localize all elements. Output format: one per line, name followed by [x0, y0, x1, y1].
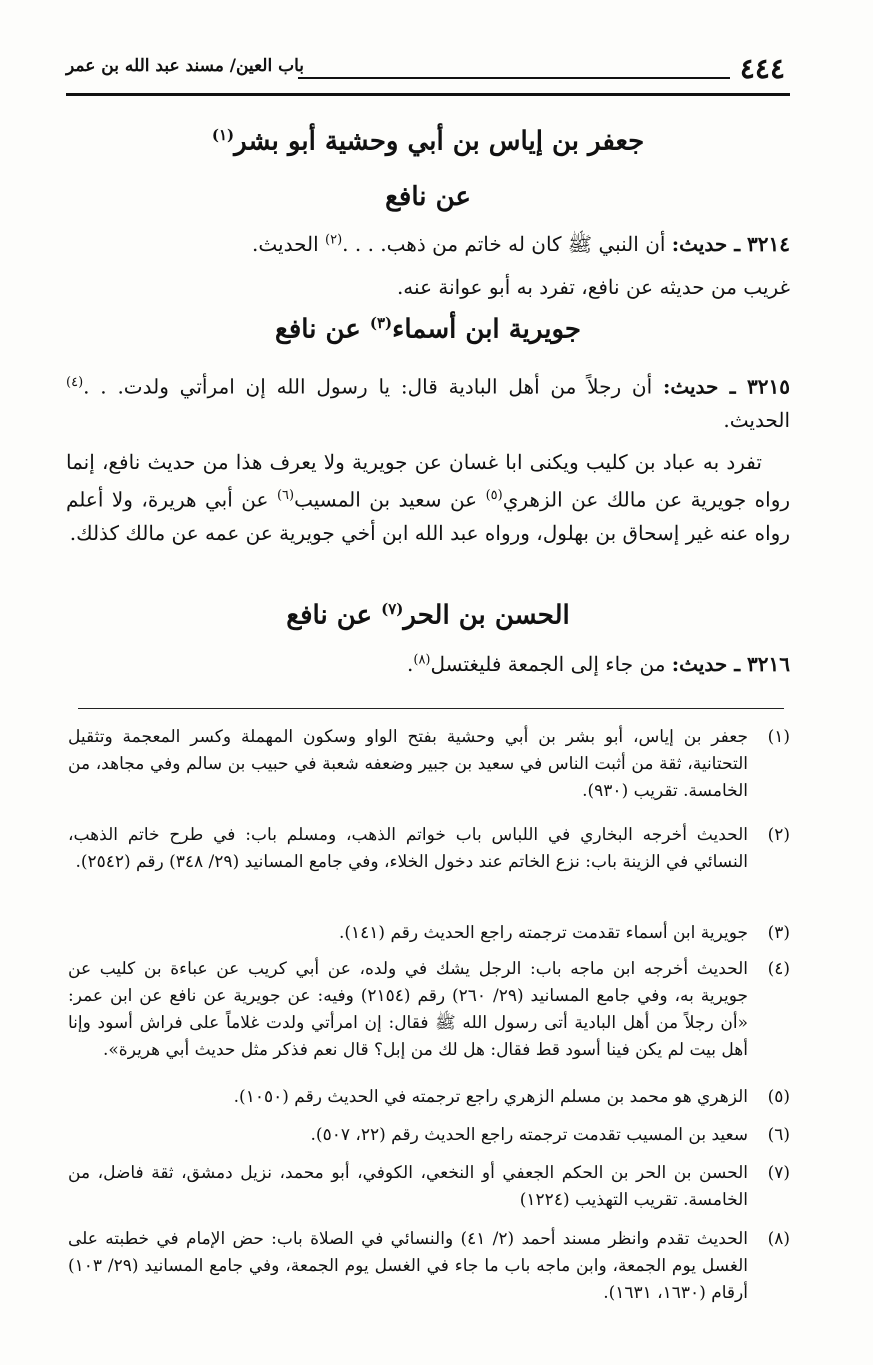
page-number: ٤٤٤ [739, 52, 785, 85]
footnote-number: (١) [767, 727, 790, 747]
comment-text: تفرد به عباد بن كليب ويكنى ابا غسان عن جويرية ولا يعرف هذا من حديث نافع، إنما رواه جويرية عن مالك عن الزهري [66, 450, 791, 512]
footnote-ref: (٥) [485, 488, 503, 503]
footnote-8 [68, 1226, 790, 1307]
footnote-text: جعفر بن إياس، أبو بشر بن أبي وحشية بفتح الواو وسكون المهملة وكسر المعجمة وتثقيل التحتانية، ثقة من أثبت الناس في سعيد بن جبير وضعفه شعبة في حبيب بن سالم وفي مجاهد، من الخامسة. تقريب (٩٣٠). [68, 727, 748, 801]
header-rule [66, 93, 790, 96]
running-title: باب العين/ مسند عبد الله بن عمر [66, 56, 304, 76]
footnote-7 [68, 1160, 790, 1214]
footnote-ref: (١) [211, 126, 235, 144]
footnote-4 [68, 956, 790, 1064]
heading-text: الحسن بن الحر [403, 600, 570, 631]
hadith-end: . [407, 652, 414, 676]
footnote-text: الحسن بن الحر بن الحكم الجعفي أو النخعي، الكوفي، أبو محمد، نزيل دمشق، ثقة فاضل، من الخامسة. تقريب التهذيب (١٢٢٤) [68, 1163, 748, 1210]
section-heading-juwayriya [66, 314, 790, 345]
footnote-number: (٤) [767, 959, 790, 979]
heading-text: جعفر بن إياس بن أبي وحشية أبو بشر [234, 126, 645, 157]
footnote-number: (٨) [767, 1229, 790, 1249]
hadith-number: ٣٢١٤ ـ حديث: [671, 232, 790, 256]
hadith-end: الحديث. [723, 407, 790, 432]
footnote-number: (٢) [767, 825, 790, 845]
section-heading-hasan [66, 600, 790, 631]
footnote-1 [68, 724, 790, 805]
heading-text: جويرية ابن أسماء [392, 314, 581, 345]
footnote-text: الحديث أخرجه البخاري في اللباس باب خواتم الذهب، ومسلم باب: في طرح خاتم الذهب، النسائي في الزينة باب: نزع الخاتم عند دخول الخلاء، وفي جامع المسانيد (٢٩/ ٣٤٨) رقم (٢٥٤٢). [68, 825, 748, 872]
hadith-3214 [66, 232, 790, 261]
footnote-5 [68, 1084, 790, 1111]
footnote-6 [68, 1122, 790, 1149]
hadith-comment-paragraph [66, 446, 790, 550]
heading-tail: عن نافع [286, 600, 373, 631]
footnote-3 [68, 920, 790, 947]
hadith-3216 [66, 652, 790, 676]
footnote-ref: (٦) [276, 488, 295, 503]
section-subheading: عن نافع [385, 182, 471, 212]
header-dash-line [298, 77, 730, 79]
hadith-end: الحديث. [252, 232, 319, 256]
footnote-ref: (٣) [369, 314, 393, 332]
footnote-text: جويرية ابن أسماء تقدمت ترجمته راجع الحديث رقم (١٤١). [338, 923, 748, 943]
hadith-text: من جاء إلى الجمعة فليغتسل [430, 652, 666, 676]
footnote-ref: (٧) [381, 600, 404, 618]
footnote-number: (٧) [767, 1163, 790, 1183]
section-heading-jafar [66, 126, 790, 157]
footnote-2 [68, 822, 790, 876]
footnote-text: الزهري هو محمد بن مسلم الزهري راجع ترجمته في الحديث رقم (١٠٥٠). [233, 1087, 748, 1107]
comment-text: عن سعيد بن المسيب [294, 487, 478, 512]
comment-text: عن أبي هريرة، ولا أعلم رواه عنه غير إسحاق بن بهلول، ورواه عبد الله ابن أخي جويرية عن عمه عن مالك كذلك. [66, 487, 790, 545]
footnote-text: الحديث أخرجه ابن ماجه باب: الرجل يشك في ولده، عن أبي كريب عن عباءة بن كليب عن جويرية به، وفي جامع المسانيد (٢٩/ ٢٦٠) رقم (٢١٥٤) وفيه: عن جويرية عن نافع عن ابن عمر: «أن رجلاً من أهل البادية أتى رسول الله ﷺ فقال: إن امرأتي ولدت غلاماً على فراش أسود وإنا أهل بيت لم يكن فينا أسود قط فقال: هل لك من إبل؟ قال نعم فذكر مثل حديث أبي هريرة». [68, 959, 748, 1060]
heading-tail: عن نافع [275, 314, 361, 345]
hadith-text: أن النبي ﷺ كان له خاتم من ذهب. . . . [342, 232, 666, 256]
hadith-number: ٣٢١٥ ـ حديث: [662, 374, 791, 399]
hadith-3215 [66, 366, 790, 437]
footnote-number: (٣) [767, 923, 790, 943]
hadith-comment: غريب من حديثه عن نافع، تفرد به أبو عوانة عنه. [396, 275, 790, 299]
hadith-number: ٣٢١٦ ـ حديث: [671, 652, 790, 676]
footnote-text: الحديث تقدم وانظر مسند أحمد (٢/ ٤١) والنسائي في الصلاة باب: حض الإمام في خطبته على الغسل يوم الجمعة، وابن ماجه باب ما جاء في الغسل يوم الجمعة، وفي جامع المسانيد (٢٩/ ١٠٣) أرقام (١٦٣٠، ١٦٣١). [68, 1229, 748, 1303]
footnote-ref: (٤) [66, 375, 84, 390]
footnote-number: (٥) [767, 1087, 790, 1107]
footnote-ref: (٢) [325, 232, 343, 248]
footnote-ref: (٨) [413, 652, 431, 668]
footnote-number: (٦) [767, 1125, 790, 1145]
footnote-text: سعيد بن المسيب تقدمت ترجمته راجع الحديث رقم (٢٢، ٥٠٧). [310, 1125, 748, 1145]
footnote-separator [78, 708, 784, 709]
hadith-text: أن رجلاً من أهل البادية قال: يا رسول الله إن امرأتي ولدت. . . [83, 374, 653, 399]
